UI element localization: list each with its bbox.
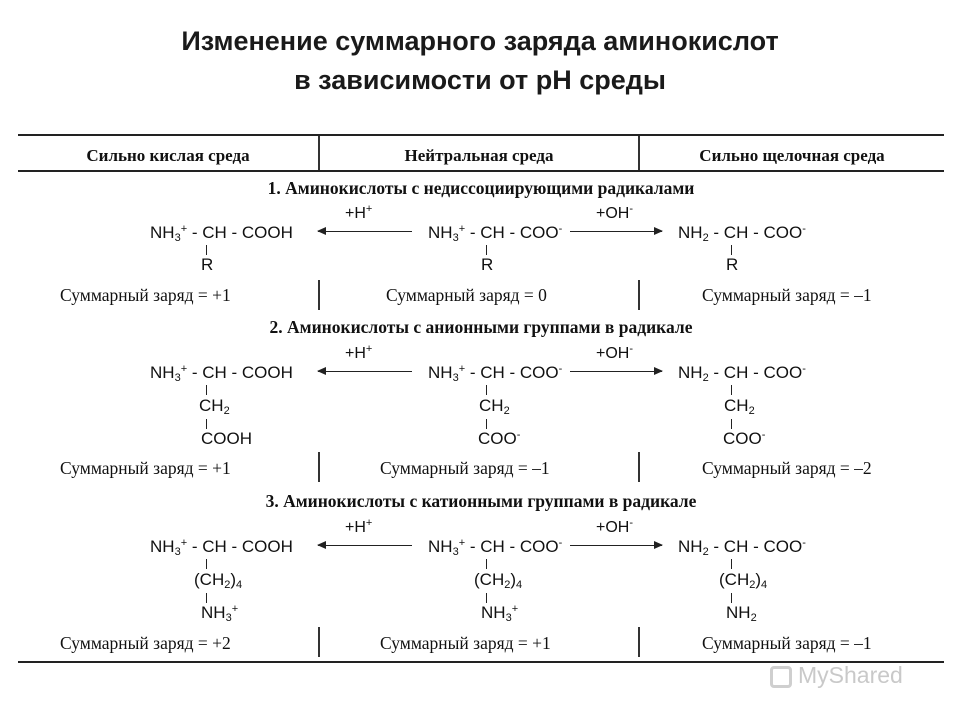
bond <box>486 385 487 395</box>
section-heading-3: 3. Аминокислоты с катионными группами в радикале <box>265 491 697 511</box>
divider <box>318 452 320 482</box>
charge-s2-alkaline: Суммарный заряд = –2 <box>702 458 872 478</box>
group-coo: COO- <box>723 429 766 448</box>
formula-s3-alkaline: $NH_2$ - CH - COO- <box>678 537 806 558</box>
charge-s3-neutral: Суммарный заряд = +1 <box>380 633 551 653</box>
column-header-neutral: Нейтральная среда <box>404 146 554 165</box>
watermark-logo <box>770 658 930 692</box>
reagent-h-1: +H+ <box>345 203 373 222</box>
group-nh3: $NH_3^+$ <box>201 603 239 624</box>
title-line-2: в зависимости от pH среды <box>294 65 666 95</box>
bond <box>731 559 732 569</box>
formula-s2-alkaline: $NH_2$ - CH - COO- <box>678 363 806 384</box>
watermark-text: MyShared <box>798 662 903 688</box>
formula-s1-acidic: $NH_3^+$ - CH - COOH <box>150 223 293 244</box>
group-cooh: COOH <box>201 429 252 448</box>
radical-r: R <box>726 255 739 274</box>
bond <box>486 559 487 569</box>
table-top-rule <box>18 134 944 136</box>
group-ch2-4: $(CH_2)_4$ <box>194 570 243 591</box>
bond <box>206 419 207 429</box>
formula-s3-acidic: $NH_3^+$ - CH - COOH <box>150 537 293 558</box>
group-ch2: $CH_2$ <box>479 396 510 417</box>
section-heading-1: 1. Аминокислоты с недиссоциирующими радикалами <box>267 178 695 198</box>
divider <box>638 627 640 657</box>
bond <box>731 593 732 603</box>
divider <box>318 627 320 657</box>
group-coo: COO- <box>478 429 521 448</box>
arrow-left-2 <box>318 371 412 372</box>
group-ch2-4: $(CH_2)_4$ <box>474 570 523 591</box>
reagent-oh-2: +OH- <box>596 343 634 362</box>
myshared-icon <box>770 666 792 688</box>
bond <box>206 559 207 569</box>
radical-r: R <box>481 255 494 274</box>
arrow-right-1 <box>570 231 662 232</box>
formula-s1-neutral: $NH_3^+$ - CH - COO- <box>428 223 563 244</box>
reagent-h-3: +H+ <box>345 517 373 536</box>
reagent-h-2: +H+ <box>345 343 373 362</box>
group-nh2: $NH_2$ <box>726 603 757 624</box>
reagent-oh-1: +OH- <box>596 203 634 222</box>
divider <box>638 280 640 310</box>
divider <box>638 452 640 482</box>
section-heading-2: 2. Аминокислоты с анионными группами в радикале <box>269 317 693 337</box>
bond <box>486 593 487 603</box>
charge-s2-neutral: Суммарный заряд = –1 <box>380 458 550 478</box>
formula-s2-neutral: $NH_3^+$ - CH - COO- <box>428 363 563 384</box>
title-line-1: Изменение суммарного заряда аминокислот <box>181 26 779 56</box>
reagent-oh-3: +OH- <box>596 517 634 536</box>
formula-s2-acidic: $NH_3^+$ - CH - COOH <box>150 363 293 384</box>
group-ch2: $CH_2$ <box>724 396 755 417</box>
arrow-left-3 <box>318 545 412 546</box>
bond <box>731 385 732 395</box>
formula-s1-alkaline: $NH_2$ - CH - COO- <box>678 223 806 244</box>
charge-s1-alkaline: Суммарный заряд = –1 <box>702 285 872 305</box>
bond <box>731 245 732 255</box>
arrow-right-3 <box>570 545 662 546</box>
bond <box>731 419 732 429</box>
bond <box>206 385 207 395</box>
arrow-left-1 <box>318 231 412 232</box>
divider <box>318 280 320 310</box>
charge-s2-acidic: Суммарный заряд = +1 <box>60 458 231 478</box>
charge-s1-neutral: Суммарный заряд = 0 <box>386 285 547 305</box>
charge-s1-acidic: Суммарный заряд = +1 <box>60 285 231 305</box>
formula-s3-neutral: $NH_3^+$ - CH - COO- <box>428 537 563 558</box>
bond <box>206 245 207 255</box>
header-bottom-rule <box>18 170 944 172</box>
bond <box>486 419 487 429</box>
arrow-right-2 <box>570 371 662 372</box>
radical-r: R <box>201 255 214 274</box>
bond <box>486 245 487 255</box>
column-header-alkaline: Сильно щелочная среда <box>699 146 885 165</box>
charge-s3-acidic: Суммарный заряд = +2 <box>60 633 231 653</box>
page-title <box>0 22 960 100</box>
group-ch2: $CH_2$ <box>199 396 230 417</box>
group-nh3: $NH_3^+$ <box>481 603 519 624</box>
group-ch2-4: $(CH_2)_4$ <box>719 570 768 591</box>
column-header-acidic: Сильно кислая среда <box>86 146 250 165</box>
charge-s3-alkaline: Суммарный заряд = –1 <box>702 633 872 653</box>
bond <box>206 593 207 603</box>
